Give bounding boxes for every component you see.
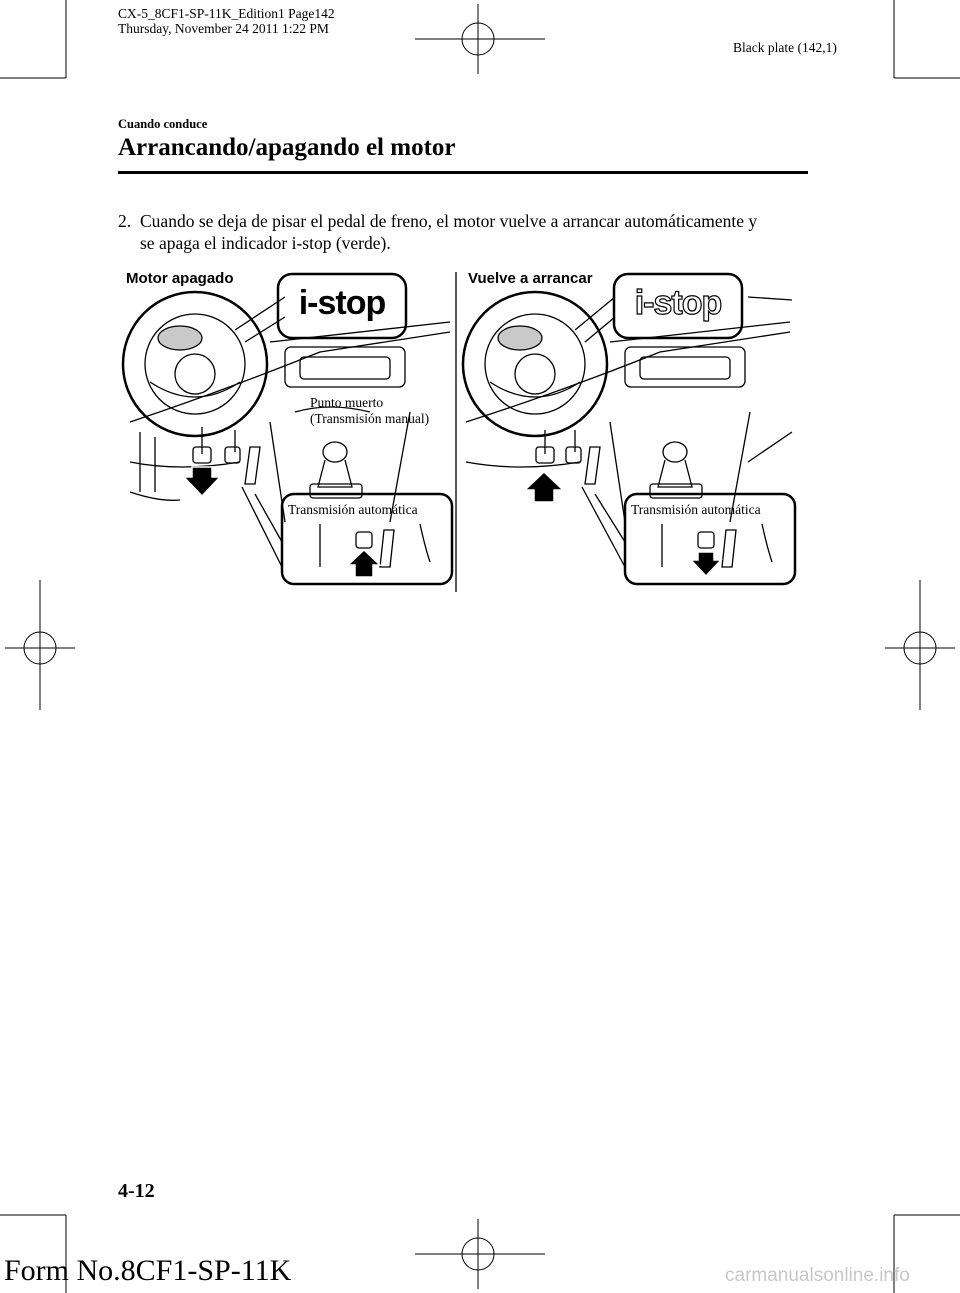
watermark: carmanualsonline.info bbox=[725, 1265, 910, 1286]
i-stop-indicator-lit: i-stop bbox=[298, 284, 386, 322]
plate-label: Black plate (142,1) bbox=[733, 40, 837, 55]
neutral-label-line-2: (Transmisión manual) bbox=[310, 411, 430, 426]
neutral-label-line-1: Punto muerto bbox=[310, 395, 384, 410]
date-line: Thursday, November 24 2011 1:22 PM bbox=[118, 21, 329, 36]
page-title: Arrancando/apagando el motor bbox=[118, 134, 456, 161]
label-motor-apagado: Motor apagado bbox=[126, 270, 234, 287]
step-line-2: se apaga el indicador i-stop (verde). bbox=[140, 233, 391, 253]
neutral-label bbox=[310, 395, 429, 427]
i-stop-illustration bbox=[120, 262, 820, 597]
print-header bbox=[118, 6, 335, 36]
form-number: Form No.8CF1-SP-11K bbox=[4, 1254, 292, 1287]
file-line: CX-5_8CF1-SP-11K_Edition1 Page142 bbox=[118, 6, 335, 21]
auto-trans-label-left: Transmisión automática bbox=[288, 502, 418, 517]
section-label: Cuando conduce bbox=[118, 117, 208, 131]
auto-trans-label-right: Transmisión automática bbox=[631, 502, 761, 517]
page-number: 4-12 bbox=[118, 1180, 155, 1202]
step-line-1: Cuando se deja de pisar el pedal de freno, el motor vuelve a arrancar automáticamente y bbox=[140, 211, 758, 231]
step-2 bbox=[118, 210, 818, 254]
i-stop-indicator-off: i-stop bbox=[634, 284, 722, 322]
label-vuelve-a-arrancar: Vuelve a arrancar bbox=[468, 270, 593, 287]
title-rule bbox=[118, 171, 808, 174]
step-number: 2. bbox=[118, 211, 132, 231]
